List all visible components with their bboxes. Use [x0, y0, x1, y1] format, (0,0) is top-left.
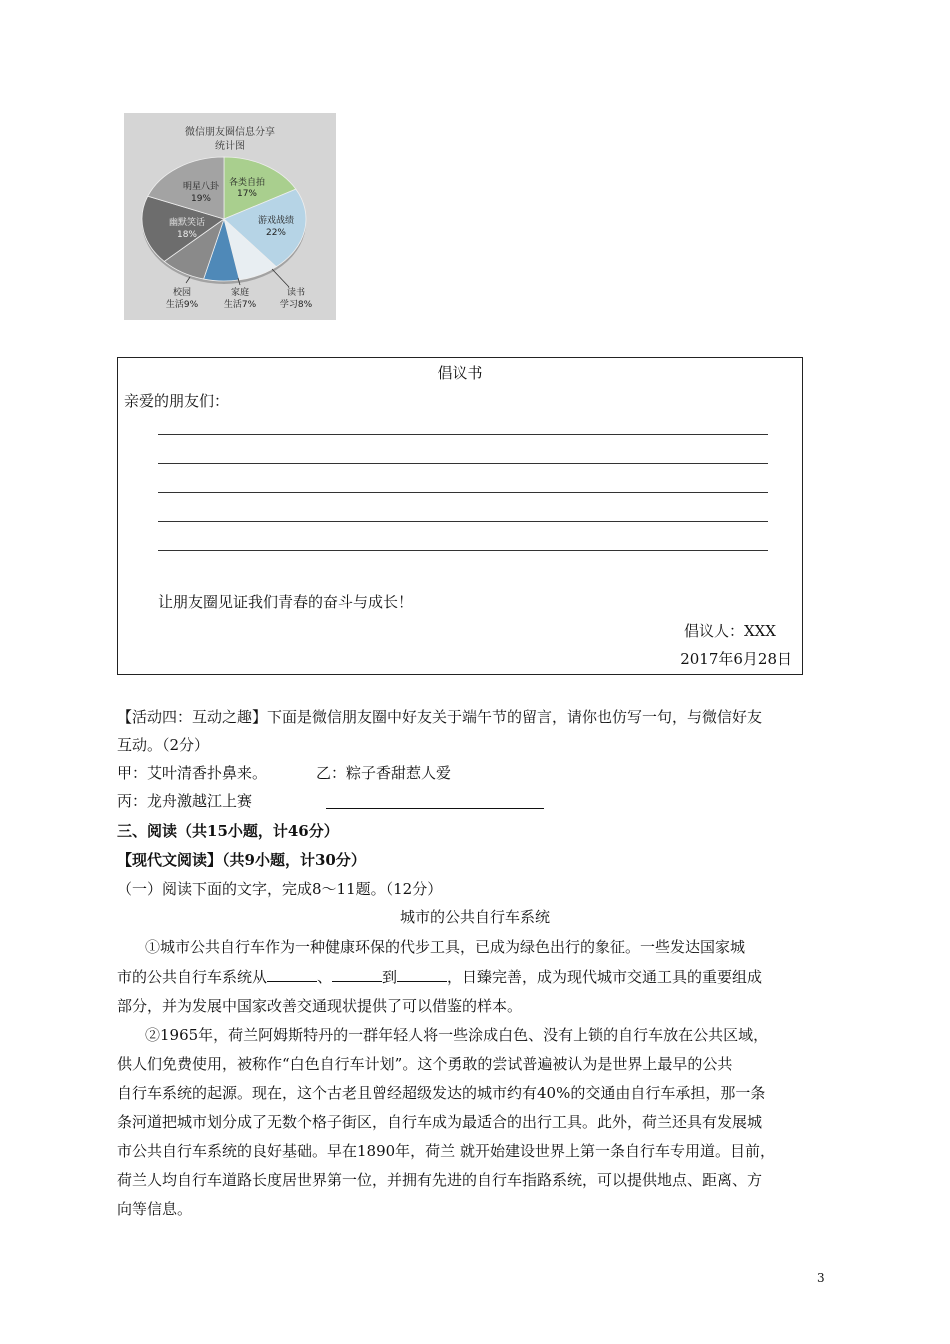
proposal-date: 2017年6月28日	[680, 650, 792, 668]
paragraph1-line2	[117, 966, 762, 988]
label-family-value: 生活7%	[223, 300, 257, 310]
label-game-name: 游戏战绩	[257, 216, 295, 226]
writing-line[interactable]	[158, 521, 768, 522]
label-humor-name: 幽默笑话	[168, 218, 206, 228]
writing-line[interactable]	[158, 463, 768, 464]
activity4-jia: 甲：艾叶清香扑鼻来。	[117, 764, 268, 782]
activity4-yi: 乙：粽子香甜惹人爱	[316, 764, 452, 782]
proposal-title: 倡议书	[437, 364, 483, 382]
paragraph2-line7: 向等信息。	[117, 1200, 193, 1218]
label-reading-name: 读书	[286, 288, 306, 298]
label-reading-value: 学习8%	[279, 300, 313, 310]
p1-text-a: 市的公共自行车系统从	[117, 968, 268, 986]
fill-blank-1[interactable]	[267, 967, 317, 982]
paragraph2-line6: 荷兰人均自行车道路长度居世界第一位，并拥有先进的自行车指路系统，可以提供地点、距离、方	[117, 1171, 763, 1189]
paragraph2-line3: 自行车系统的起源。现在，这个古老且曾经超级发达的城市约有40%的交通由自行车承担，那一条	[117, 1084, 766, 1102]
activity4-bing: 丙：龙舟激越江上赛	[117, 792, 253, 810]
proposal-box	[117, 357, 803, 675]
proposal-signer: 倡议人：XXX	[683, 622, 776, 640]
writing-line[interactable]	[158, 550, 768, 551]
paragraph2-line2: 供人们免费使用，被称作“白色自行车计划”。这个勇敢的尝试普遍被认为是世界上最早的公共	[117, 1055, 733, 1073]
paragraph2-line4: 条河道把城市划分成了无数个格子街区，自行车成为最适合的出行工具。此外，荷兰还具有发展城	[117, 1113, 763, 1131]
label-selfie-name: 各类自拍	[228, 178, 266, 188]
fill-blank-2[interactable]	[332, 967, 382, 982]
label-campus-value: 生活9%	[165, 300, 199, 310]
paragraph2-line1: ②1965年，荷兰阿姆斯特丹的一群年轻人将一些涂成白色、没有上锁的自行车放在公共区域，	[145, 1026, 769, 1044]
modern-reading-heading: 【现代文阅读】（共9小题，计30分）	[117, 851, 366, 869]
pie-chart-figure	[124, 113, 336, 320]
fill-blank-3[interactable]	[397, 967, 447, 982]
chart-title-line1: 微信朋友圈信息分享	[185, 127, 275, 138]
p1-text-b: 、	[317, 968, 333, 986]
label-star-name: 明星八卦	[182, 182, 220, 192]
writing-line[interactable]	[158, 492, 768, 493]
article-title: 城市的公共自行车系统	[399, 908, 550, 926]
paragraph1-line1: ①城市公共自行车作为一种健康环保的代步工具，已成为绿色出行的象征。一些发达国家城	[145, 938, 746, 956]
chart-title-line2: 统计图	[215, 141, 245, 152]
activity4-line2: 互动。（2分）	[117, 736, 210, 754]
label-campus-name: 校园	[172, 288, 192, 298]
label-selfie-value: 17%	[236, 189, 258, 199]
paragraph2-line5: 市公共自行车系统的良好基础。早在1890年，荷兰 就开始建设世界上第一条自行车专用道。目前，	[117, 1142, 775, 1160]
p1-text-c: 到	[382, 968, 398, 986]
page-number: 3	[817, 1271, 825, 1285]
label-family-name: 家庭	[230, 288, 250, 298]
label-game-value: 22%	[265, 228, 287, 238]
answer-blank[interactable]	[326, 808, 544, 809]
proposal-greeting: 亲爱的朋友们：	[124, 392, 230, 410]
writing-line[interactable]	[158, 434, 768, 435]
reading-instruction: （一）阅读下面的文字，完成8～11题。（12分）	[117, 880, 443, 898]
proposal-slogan: 让朋友圈见证我们青春的奋斗与成长！	[158, 593, 414, 611]
label-star-value: 19%	[190, 194, 212, 204]
section3-heading: 三、阅读（共15小题，计46分）	[117, 822, 339, 840]
paragraph1-line3: 部分，并为发展中国家改善交通现状提供了可以借鉴的样本。	[117, 997, 523, 1015]
activity4-line1: 【活动四：互动之趣】下面是微信朋友圈中好友关于端午节的留言，请你也仿写一句，与微信好友	[117, 708, 763, 726]
p1-text-d: ，日臻完善，成为现代城市交通工具的重要组成	[447, 968, 763, 986]
label-humor-value: 18%	[176, 230, 198, 240]
